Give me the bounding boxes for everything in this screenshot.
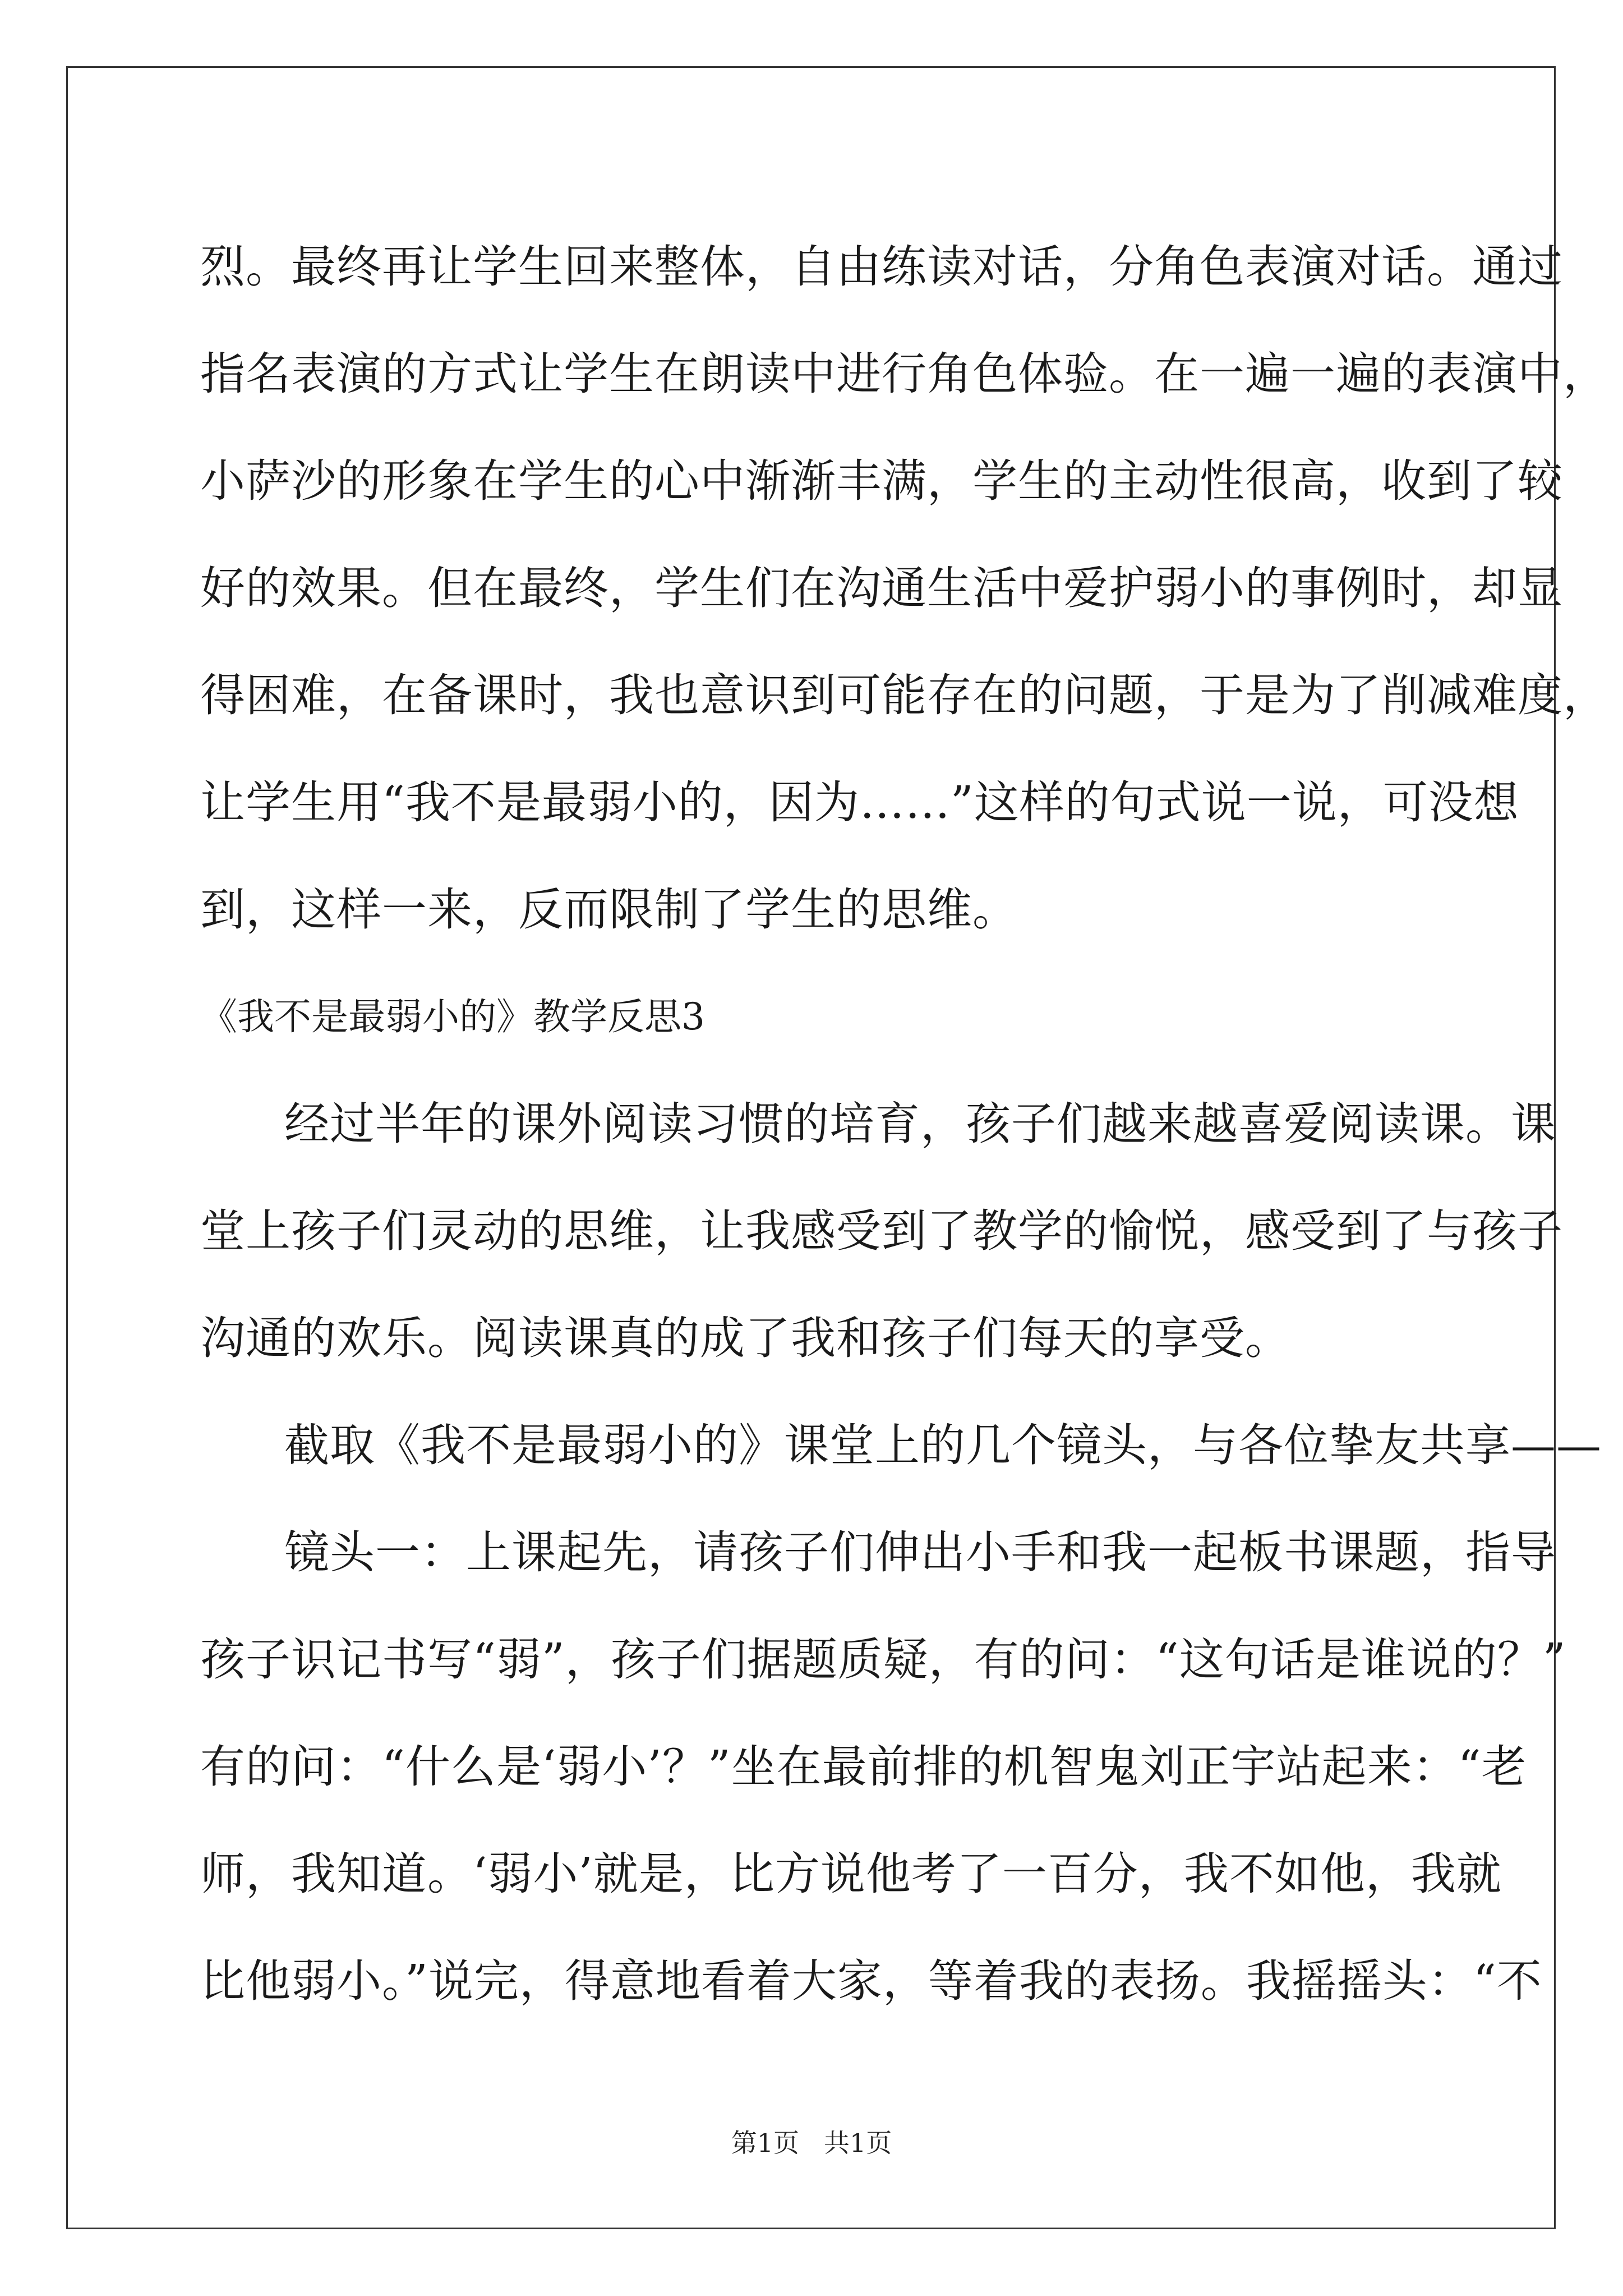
paragraph-line: 小萨沙的形象在学生的心中渐渐丰满，学生的主动性很高，收到了较 [200,455,1563,507]
page-footer [0,2126,1623,2160]
document-body [200,213,1608,2035]
paragraph-line: 孩子识记书写“弱”，孩子们据题质疑，有的问：“这句话是谁说的？” [200,1634,1566,1686]
paragraph-line: 有的问：“什么是‘弱小’？”坐在最前排的机智鬼刘正宇站起来：“老 [200,1741,1527,1793]
paragraph-line: 到，这样一来，反而限制了学生的思维。 [200,884,1018,936]
paragraph-line: 堂上孩子们灵动的思维，让我感受到了教学的愉悦，感受到了与孩子 [200,1205,1563,1257]
paragraph-line: 让学生用“我不是最弱小的，因为……”这样的句式说一说，可没想 [200,776,1519,829]
paragraph-line: 烈。最终再让学生回来整体，自由练读对话，分角色表演对话。通过 [200,241,1563,293]
paragraph-line: 比他弱小。”说完，得意地看着大家，等着我的表扬。我摇摇头：“不 [200,1955,1542,2007]
page-number: 第1页 [731,2128,800,2158]
paragraph-line: 指名表演的方式让学生在朗读中进行角色体验。在一遍一遍的表演中， [200,348,1608,400]
paragraph-line: 镜头一：上课起先，请孩子们伸出小手和我一起板书课题，指导 [284,1526,1556,1579]
paragraph-line: 师，我知道。‘弱小’就是，比方说他考了一百分，我不如他，我就 [200,1848,1502,1900]
paragraph-line: 沟通的欢乐。阅读课真的成了我和孩子们每天的享受。 [200,1312,1290,1364]
paragraph-line: 好的效果。但在最终，学生们在沟通生活中爱护弱小的事例时，却显 [200,562,1563,614]
paragraph-line: 得困难，在备课时，我也意识到可能存在的问题，于是为了削减难度， [200,669,1608,721]
page-total: 共1页 [823,2128,892,2158]
paragraph-line: 截取《我不是最弱小的》课堂上的几个镜头，与各位挚友共享—— [284,1419,1602,1471]
paragraph-line: 经过半年的课外阅读习惯的培育，孩子们越来越喜爱阅读课。课 [284,1098,1556,1150]
section-heading: 《我不是最弱小的》教学反思3 [200,995,705,1038]
